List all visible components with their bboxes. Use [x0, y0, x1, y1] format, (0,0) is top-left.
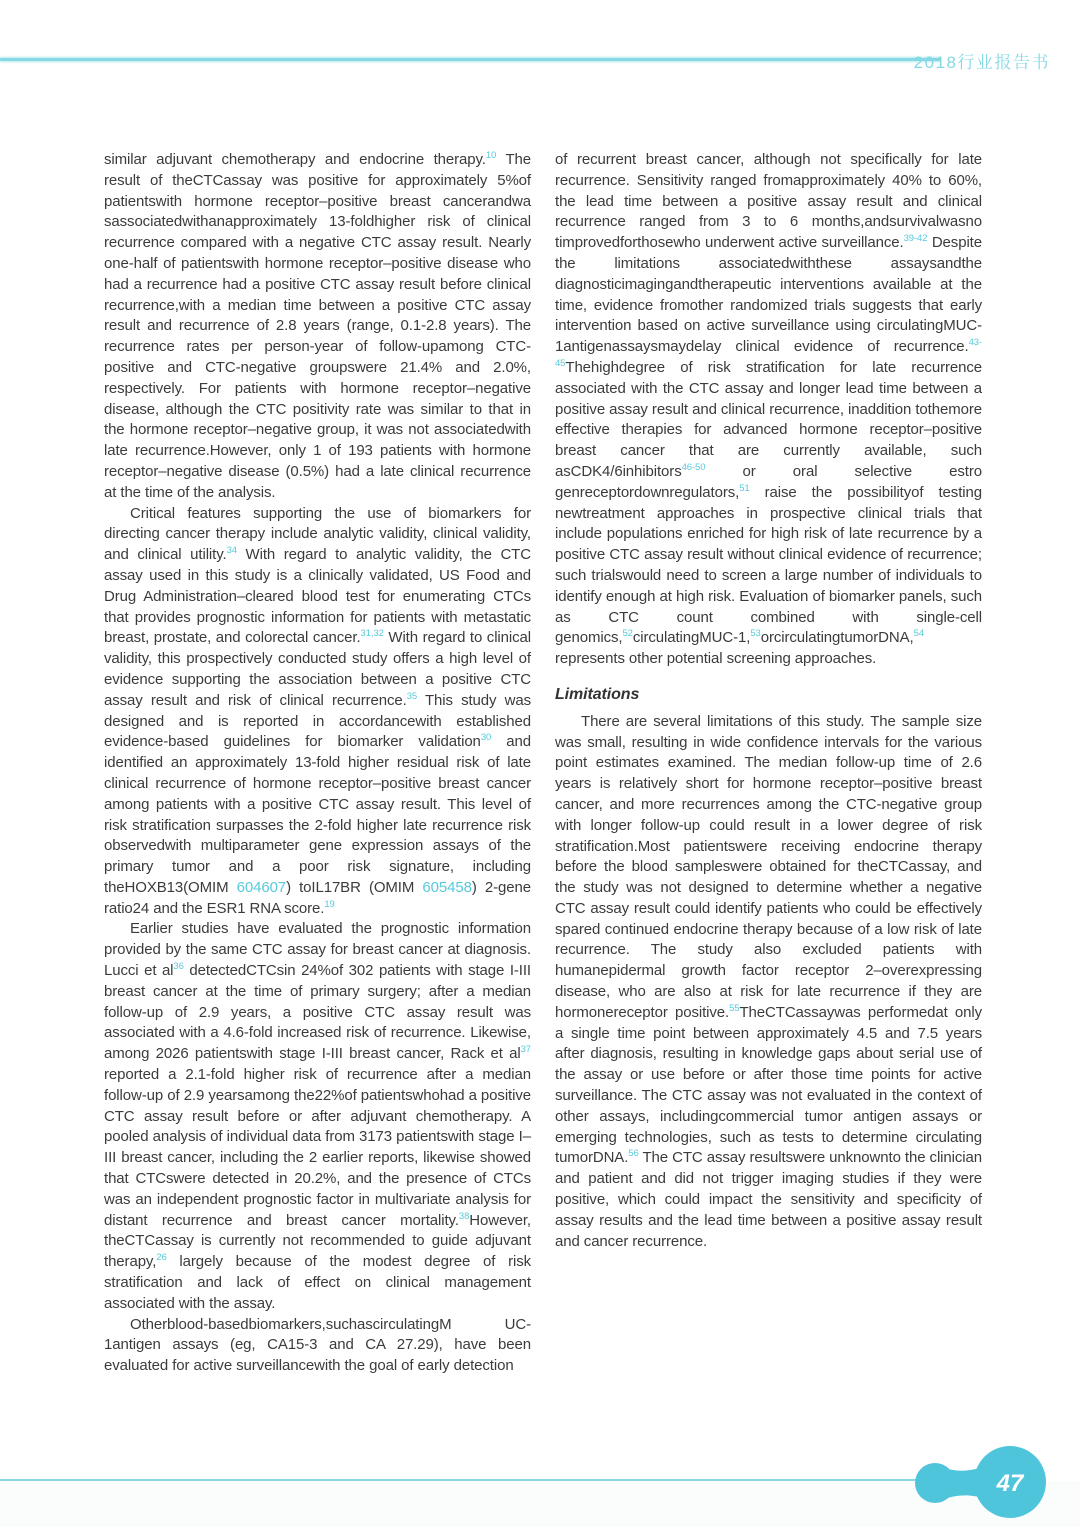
page-number: 47	[996, 1470, 1024, 1497]
citation-reference[interactable]: 31,32	[360, 628, 384, 640]
text-run: The result of theCTCassay was positive for approximately 5%of patientswith hormone receptor–positive breast cancerandwa sassociatedwithanapproximately 13-foldhigher risk of clinical recurrence compared with a negative CTC assay result. Nearly one-half of patientswith hormone receptor–positive disease who had a recurrence had a positive CTC assay result before clinical recurrence,with a median time between a positive CTC assay result and recurrence of 2.8 years (range, 0.1-2.8 years). The recurrence rates per person-year of follow-upamong CTC-positive and CTC-negative groupswere 21.4% and 2.0%, respectively. For patients with hormone receptor–negative disease, although the CTC positivity rate was similar to that in the hormone receptor–negative group, it was not associatedwith late recurrence.However, only 1 of 193 patients with hormone receptor–negative disease (0.5%) had a late clinical recurrence at the time of the analysis.	[104, 151, 532, 501]
text-run: largely because of the modest degree of risk stratification and lack of effect on clinical management associated with the assay.	[104, 1253, 531, 1312]
text-run: similar adjuvant chemotherapy and endocrine therapy.	[104, 151, 486, 168]
text-run: circulatingMUC-1,	[632, 629, 751, 647]
text-run: However, theCTCassay is currently not recommended to guide adjuvant therapy,	[104, 1211, 531, 1271]
citation-reference[interactable]: 46-50	[681, 461, 706, 473]
dumbbell-shape	[915, 1446, 1046, 1518]
text-run: Critical features supporting the use of biomarkers for directing cancer therapy include analytic validity, clinical validity, and clinical utility.	[104, 504, 531, 564]
paragraph	[104, 1315, 531, 1377]
text-run: or oral selective estro genreceptordownregulators,	[555, 462, 982, 501]
citation-reference[interactable]: 54	[913, 628, 924, 640]
text-run: This study was designed and is reported in accordancewith established evidence-based guidelines for biomarker validation	[104, 691, 531, 751]
citation-reference[interactable]: 36	[173, 961, 184, 973]
citation-reference[interactable]: 39-42	[903, 233, 928, 245]
text-run: With regard to clinical validity, this prospectively conducted study offers a high level of evidence supporting the association between a positive CTC assay result and risk of clinical recurrence.	[104, 629, 532, 709]
text-run: detectedCTCsin 24%of 302 patients with stage I-III breast cancer at the time of primary surgery; after a median follow-up of 2.9 years, a positive CTC assay result was associated with a 4.6-fold increased risk of recurrence. Likewise, among 2026 patientswith stage I-III breast cancer, Rack et al	[104, 962, 531, 1063]
article-body	[104, 150, 982, 1377]
paragraph	[555, 150, 982, 670]
citation-reference[interactable]: 30	[480, 732, 492, 744]
text-run: of recurrent breast cancer, although not specifically for late recurrence. Sensitivity ranged fromapproximately 40% to 60%, the lead time between a positive assay result and clinical recurrence ranged from 3 to 6 months,andsurvivalwasno timprovedforthosewho underwent active surveillance.	[555, 151, 982, 252]
citation-reference[interactable]: 52	[622, 628, 633, 640]
omim-link[interactable]: 604607	[236, 878, 287, 896]
text-run: reported a 2.1-fold higher risk of recurrence after a median follow-up of 2.9 yearsamong the22%of patientswhohad a positive CTC assay result before or after adjuvant chemotherapy. A pooled analysis of individual data from 3173 patientswith stage I–III breast cancer, including the 2 earlier reports, likewise showed that CTCswere detected in 20.2%, and the presence of CTCs was an independent prognostic factor in multivariate analysis for distant recurrence and breast cancer mortality.	[104, 1066, 531, 1229]
section-heading-limitations: Limitations	[555, 685, 640, 703]
citation-reference[interactable]: 10	[485, 150, 497, 161]
citation-reference[interactable]: 43-45	[555, 337, 982, 369]
text-run: ) toIL17BR (OMIM	[286, 878, 423, 896]
text-run: and identified an approximately 13-fold higher residual risk of late clinical recurrence of hormone receptor–positive breast cancer among patients with a positive CTC assay result. This level of risk stratification surpasses the 2-fold higher late recurrence risk observedwith multiparameter gene expression assays of the primary tumor and a poor risk signature, including theHOXB13(OMIM	[104, 733, 532, 896]
column-right	[555, 150, 982, 1377]
text-run: Thehighdegree of risk stratification for late recurrence associated with the CTC assay and longer lead time between a positive assay result and clinical recurrence, inaddition tothemore effective therapies for advanced hormone receptor–positive breast cancer that are currently available, such asCDK4/6inhibitors	[555, 358, 982, 480]
paragraph	[555, 712, 982, 1253]
citation-reference[interactable]: 38	[458, 1210, 470, 1222]
citation-reference[interactable]: 53	[750, 628, 761, 640]
citation-reference[interactable]: 55	[729, 1002, 740, 1014]
citation-reference[interactable]: 56	[628, 1148, 639, 1160]
citation-reference[interactable]: 35	[406, 690, 418, 702]
paragraph	[104, 150, 531, 504]
text-run: The CTC assay resultswere unknownto the clinician and patient and did not trigger imaging studies if they were positive, which could impact the sensitivity and specificity of assay results and the lead time between a positive assay result and cancer recurrence.	[555, 1149, 982, 1250]
text-run: Earlier studies have evaluated the prognostic information provided by the same CTC assay for breast cancer at diagnosis. Lucci et al	[104, 920, 531, 980]
text-run: Otherblood-basedbiomarkers,suchascirculatingM UC-1antigen assays (eg, CA15-3 and CA 27.29), have been evaluated for active surveillancewith the goal of early detection	[104, 1315, 531, 1375]
text-run: Despite the limitations associatedwiththese assaysandthe diagnosticimagingandtherapeutic interventions available at the time, evidence fromother randomized trials suggests that early intervention based on active surveillance using circulatingMUC-1antigenassaysmaydelay clinical evidence of recurrence.	[555, 234, 982, 356]
column-left	[104, 150, 531, 1377]
text-run: represents other potential screening approaches.	[555, 650, 877, 668]
citation-reference[interactable]: 51	[739, 482, 750, 494]
citation-reference[interactable]: 37	[520, 1044, 531, 1056]
text-run: TheCTCassaywas performedat only a single time point between approximately 4.5 and 7.5 years after diagnosis, resulting in knowledge gaps about serial use of the assay or use before or after those time points for active surveillance. The CTC assay was not evaluated in the context of other assays, includingcommercial tumor antigen assays or emerging technologies, such as tests to determine circulating tumorDNA.	[555, 1003, 982, 1167]
citation-reference[interactable]: 19	[324, 898, 335, 910]
text-run: With regard to analytic validity, the CTC assay used in this study is a clinically validated, US Food and Drug Administration–cleared blood test for enumerating CTCs that provides prognostic information for patients with metastatic breast, prostate, and colorectal cancer.	[104, 546, 531, 647]
paragraph	[104, 504, 531, 920]
header-divider-line	[0, 58, 941, 61]
text-run: ) 2-gene ratio24 and the ESR1 RNA score.	[104, 878, 531, 917]
header-title: 2018行业报告书	[913, 53, 1050, 72]
text-run: orcirculatingtumorDNA,	[760, 629, 914, 647]
page-number-badge	[912, 1434, 1052, 1527]
citation-reference[interactable]: 26	[156, 1252, 167, 1264]
citation-reference[interactable]: 34	[226, 545, 237, 557]
text-run: There are several limitations of this study. The sample size was small, resulting in wide confidence intervals for the various point estimates examined. The median follow-up time of 2.6 years is relatively short for hormone receptor–positive breast cancer, and more recurrences among the CTC-negative group with longer follow-up could result in a lower degree of risk stratification.Most patientswere receiving endocrine therapy before the blood sampleswere obtained for theCTCassay, and the study was not designed to determine whether a negative CTC assay result could identify patients who could be effectively spared continued endocrine therapy because of a low risk of late recurrence. The study also excluded patients with humanepidermal growth factor receptor 2–overexpressing disease, who are also at risk for late recurrence if they are hormonereceptor positive.	[555, 712, 982, 1021]
text-run: raise the possibilityof testing newtreatment approaches in prospective clinical trials that include populations enriched for high risk of late recurrence by a positive CTC assay result without clinical evidence of recurrence; such trialswould need to screen a large number of individuals to identify enough at high risk. Evaluation of biomarker panels, such as CTC count combined with single-cell genomics,	[555, 483, 982, 647]
omim-link[interactable]: 605458	[422, 878, 472, 896]
paragraph	[104, 919, 531, 1314]
